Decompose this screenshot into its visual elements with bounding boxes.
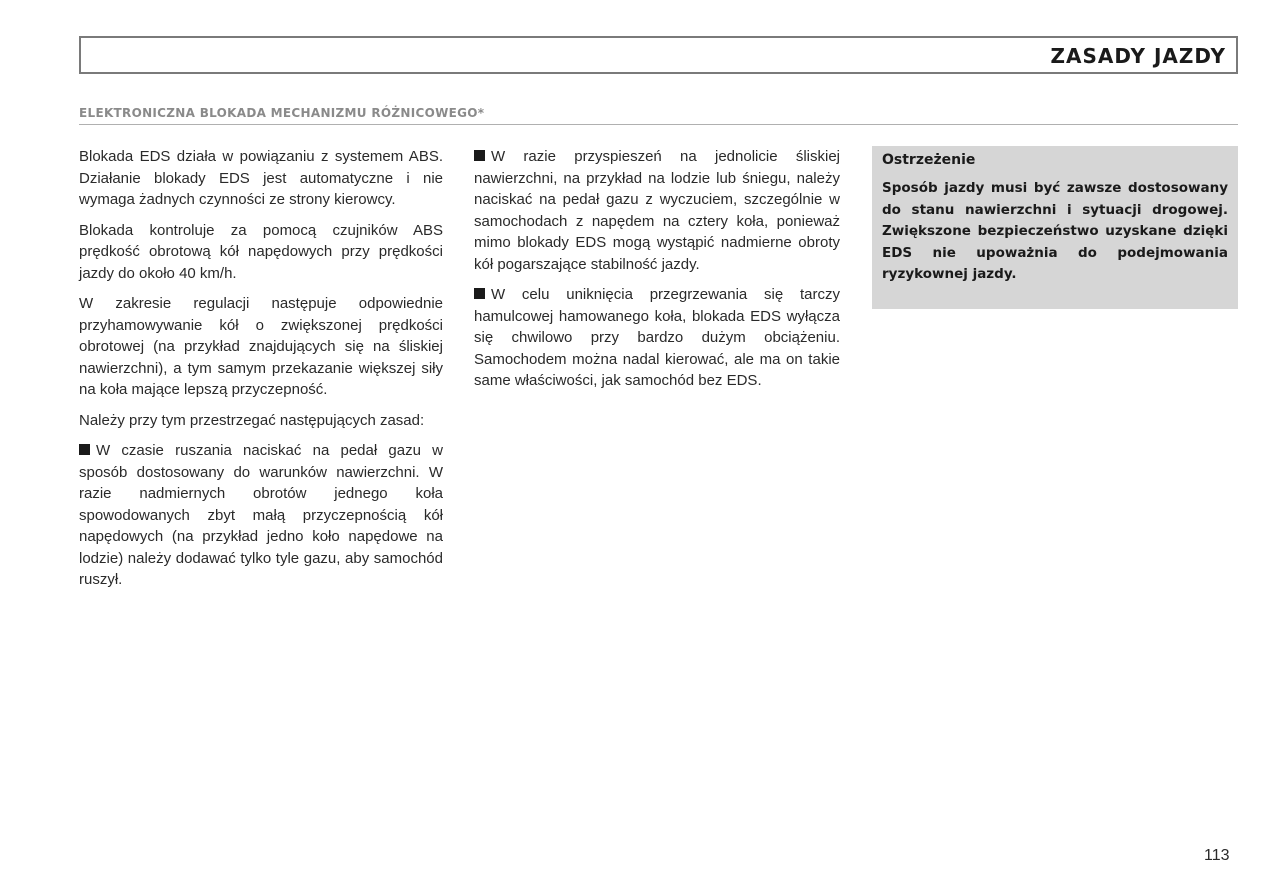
bullet-square-icon — [474, 150, 485, 161]
paragraph: W zakresie regulacji następuje odpowiednie przyhamowywanie kół o zwiększonej prędkości obrotowej (na przykład znajdujących się na śliskiej nawierzchni), a tym samym przekazanie większej siły na koła mające lepszą przyczepność. — [79, 295, 443, 398]
section-heading: ELEKTRONICZNA BLOKADA MECHANIZMU RÓŻNICOWEGO* — [79, 106, 485, 120]
paragraph: Należy przy tym przestrzegać następujących zasad: — [79, 411, 425, 429]
chapter-title: ZASADY JAZDY — [1050, 44, 1226, 68]
paragraph: Blokada kontroluje za pomocą czujników ABS prędkość obrotową kół napędowych przy prędkości jazdy do około 40 km/h. — [79, 221, 443, 282]
bullet-paragraph: W razie przyspieszeń na jednolicie śliskiej nawierzchni, na przykład na lodzie lub śniegu, należy naciskać na pedał gazu z wyczuciem, szczególnie w samochodach z napędem na cztery koła, ponieważ mimo blokady EDS mogą wystąpić nadmierne obroty kół pogarszające stabilność jazdy. — [474, 148, 840, 273]
text-column-middle — [474, 146, 840, 401]
warning-title: Ostrzeżenie — [882, 152, 976, 168]
bullet-square-icon — [474, 288, 485, 299]
chapter-header — [79, 36, 1238, 74]
warning-text: Sposób jazdy musi być zawsze dostosowany do stanu nawierzchni i sytuacji drogowej. Zwiększone bezpieczeństwo uzyskane dzięki EDS nie upoważnia do podejmowania ryzykownej jazdy. — [882, 180, 1228, 282]
bullet-paragraph: W czasie ruszania naciskać na pedał gazu w sposób dostosowany do warunków nawierzchni. W razie nadmiernych obrotów jednego koła spowodowanych zbyt małą przyczepnością kół napędowych (na przykład jedno koło napędowe na lodzie) należy dodawać tylko tyle gazu, aby samochód ruszył. — [79, 442, 443, 588]
page-number: 113 — [1204, 847, 1230, 864]
paragraph: Blokada EDS działa w powiązaniu z systemem ABS. Działanie blokady EDS jest automatyczne i nie wymaga żadnych czynności ze strony kierowcy. — [79, 148, 443, 208]
warning-box — [872, 146, 1238, 309]
text-column-left — [79, 146, 443, 600]
bullet-square-icon — [79, 444, 90, 455]
section-divider — [79, 124, 1238, 125]
bullet-paragraph: W celu uniknięcia przegrzewania się tarczy hamulcowej hamowanego koła, blokada EDS wyłącza się chwilowo przy bardzo dużym obciążeniu. Samochodem można nadal kierować, ale ma on takie same właściwości, jak samochód bez EDS. — [474, 286, 840, 389]
